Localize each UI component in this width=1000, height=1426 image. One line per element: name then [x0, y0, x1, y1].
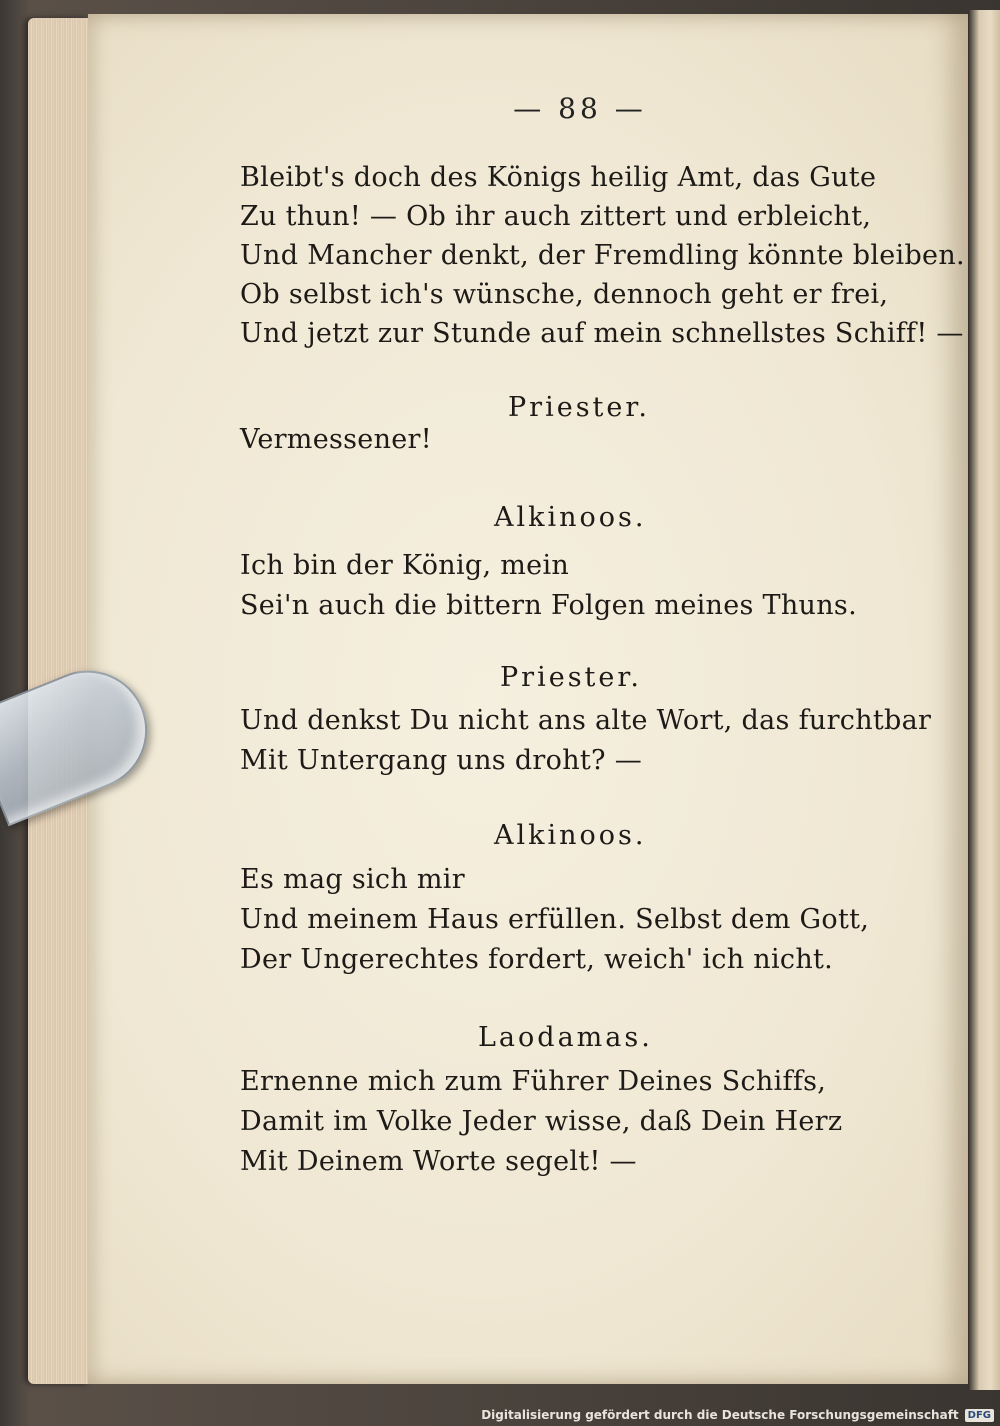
verse-line: Es mag sich mir [240, 864, 465, 895]
facing-page-edge [968, 10, 1000, 1390]
verse-line: Und Mancher denkt, der Fremdling könnte bleiben. [240, 240, 965, 271]
verse-line: Vermessener! [240, 424, 432, 455]
verse-line: Und denkst Du nicht ans alte Wort, das furchtbar [240, 705, 932, 736]
verse-line: Damit im Volke Jeder wisse, daß Dein Herz [240, 1106, 843, 1137]
verse-line: Bleibt's doch des Königs heilig Amt, das Gute [240, 162, 877, 193]
speaker-name: Priester. [500, 662, 642, 693]
speaker-name: Priester. [508, 392, 650, 423]
verse-line: Ob selbst ich's wünsche, dennoch geht er frei, [240, 279, 889, 310]
verse-line: Mit Deinem Worte segelt! — [240, 1146, 637, 1177]
speaker-name: Alkinoos. [494, 820, 647, 851]
speaker-name: Laodamas. [478, 1022, 653, 1053]
page-number: — 88 — [513, 92, 647, 125]
dfg-logo-icon: DFG [965, 1409, 994, 1422]
verse-line: Zu thun! — Ob ihr auch zittert und erbleicht, [240, 201, 872, 232]
speaker-name: Alkinoos. [494, 502, 647, 533]
verse-line: Und jetzt zur Stunde auf mein schnellstes Schiff! — [240, 318, 964, 349]
footer-text: Digitalisierung gefördert durch die Deutsche Forschungsgemeinschaft [481, 1408, 959, 1422]
verse-line: Ich bin der König, mein [240, 550, 570, 581]
verse-line: Sei'n auch die bittern Folgen meines Thuns. [240, 590, 857, 621]
footer-credit [481, 1408, 994, 1422]
verse-line: Ernenne mich zum Führer Deines Schiffs, [240, 1066, 827, 1097]
verse-line: Der Ungerechtes fordert, weich' ich nicht. [240, 944, 834, 975]
verse-line: Und meinem Haus erfüllen. Selbst dem Gott, [240, 904, 870, 935]
verse-line: Mit Untergang uns droht? — [240, 745, 642, 776]
